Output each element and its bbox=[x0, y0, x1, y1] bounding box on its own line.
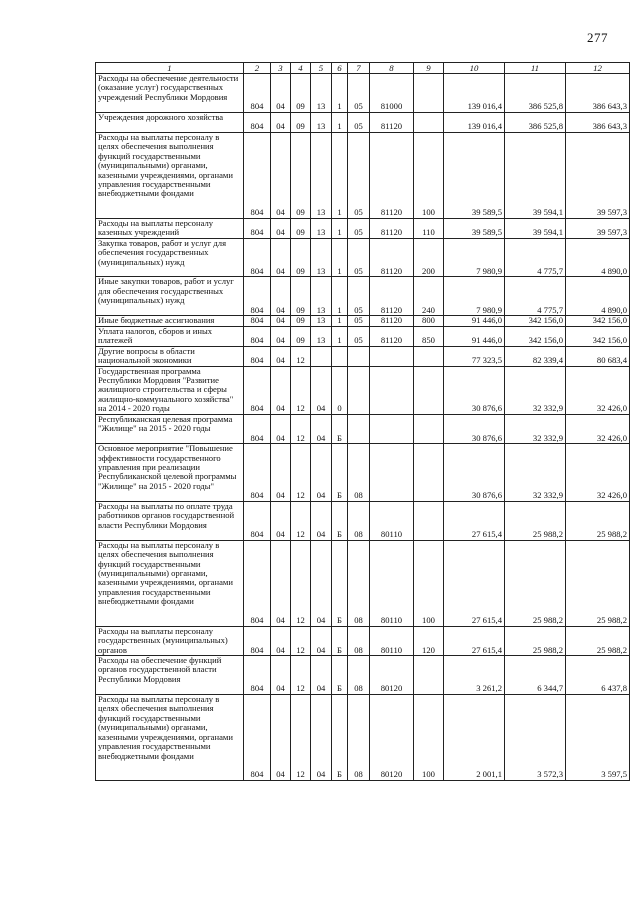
code-cell: 12 bbox=[291, 626, 311, 655]
code-cell: 08 bbox=[348, 501, 370, 540]
amount-cell: 342 156,0 bbox=[566, 316, 630, 326]
amount-cell: 139 016,4 bbox=[444, 112, 505, 132]
amount-cell: 4 775,7 bbox=[505, 277, 566, 316]
code-cell bbox=[370, 366, 414, 414]
table-row bbox=[96, 316, 630, 326]
code-cell: 09 bbox=[291, 326, 311, 346]
row-name-cell: Республиканская целевая программа "Жилище" на 2015 - 2020 годы bbox=[96, 414, 244, 443]
amount-cell: 30 876,6 bbox=[444, 366, 505, 414]
amount-cell: 27 615,4 bbox=[444, 626, 505, 655]
code-cell: 13 bbox=[311, 218, 332, 238]
amount-cell: 32 426,0 bbox=[566, 414, 630, 443]
table-row bbox=[96, 444, 630, 502]
amount-cell: 25 988,2 bbox=[566, 540, 630, 626]
row-name-cell: Расходы на выплаты персоналу в целях обеспечения выполнения функций государственными (муниципальными) органами, казенными учреждениями, органами управления государственными внебюджетными фондами bbox=[96, 694, 244, 780]
amount-cell: 39 594,1 bbox=[505, 218, 566, 238]
code-cell bbox=[370, 414, 414, 443]
code-cell bbox=[348, 366, 370, 414]
row-name-cell: Другие вопросы в области национальной экономики bbox=[96, 346, 244, 366]
code-cell: 804 bbox=[244, 316, 271, 326]
code-cell: 80120 bbox=[370, 656, 414, 695]
code-cell: 12 bbox=[291, 414, 311, 443]
code-cell: Б bbox=[332, 656, 348, 695]
budget-table bbox=[95, 62, 630, 781]
code-cell: 804 bbox=[244, 656, 271, 695]
code-cell: 09 bbox=[291, 74, 311, 113]
code-cell: 04 bbox=[271, 366, 291, 414]
code-cell: 04 bbox=[271, 346, 291, 366]
amount-cell: 39 589,5 bbox=[444, 132, 505, 218]
amount-cell: 6 344,7 bbox=[505, 656, 566, 695]
amount-cell: 39 594,1 bbox=[505, 132, 566, 218]
code-cell: 1 bbox=[332, 316, 348, 326]
amount-cell: 3 572,3 bbox=[505, 694, 566, 780]
code-cell: 81120 bbox=[370, 277, 414, 316]
amount-cell: 3 597,5 bbox=[566, 694, 630, 780]
amount-cell: 4 775,7 bbox=[505, 238, 566, 277]
code-cell: 04 bbox=[271, 112, 291, 132]
code-cell: 81120 bbox=[370, 238, 414, 277]
code-cell: 80120 bbox=[370, 694, 414, 780]
amount-cell: 4 890,0 bbox=[566, 277, 630, 316]
code-cell: 80110 bbox=[370, 501, 414, 540]
code-cell: 804 bbox=[244, 74, 271, 113]
code-cell: 100 bbox=[414, 132, 444, 218]
code-cell: 800 bbox=[414, 316, 444, 326]
code-cell: 09 bbox=[291, 112, 311, 132]
code-cell: 04 bbox=[271, 414, 291, 443]
amount-cell: 386 525,8 bbox=[505, 74, 566, 113]
amount-cell: 91 446,0 bbox=[444, 316, 505, 326]
table-row bbox=[96, 74, 630, 113]
code-cell: 04 bbox=[311, 414, 332, 443]
amount-cell: 80 683,4 bbox=[566, 346, 630, 366]
code-cell: 09 bbox=[291, 277, 311, 316]
amount-cell: 342 156,0 bbox=[566, 326, 630, 346]
table-row bbox=[96, 540, 630, 626]
code-cell: 804 bbox=[244, 414, 271, 443]
table-row bbox=[96, 277, 630, 316]
amount-cell: 342 156,0 bbox=[505, 326, 566, 346]
code-cell: 12 bbox=[291, 540, 311, 626]
amount-cell: 25 988,2 bbox=[505, 540, 566, 626]
code-cell: 200 bbox=[414, 238, 444, 277]
code-cell: 04 bbox=[271, 540, 291, 626]
code-cell: 1 bbox=[332, 112, 348, 132]
amount-cell: 4 890,0 bbox=[566, 238, 630, 277]
column-header: 1 bbox=[96, 63, 244, 74]
code-cell: 13 bbox=[311, 316, 332, 326]
code-cell: 09 bbox=[291, 238, 311, 277]
row-name-cell: Иные закупки товаров, работ и услуг для обеспечения государственных (муниципальных) нужд bbox=[96, 277, 244, 316]
code-cell: 1 bbox=[332, 326, 348, 346]
code-cell: 120 bbox=[414, 626, 444, 655]
column-header: 3 bbox=[271, 63, 291, 74]
code-cell: 804 bbox=[244, 444, 271, 502]
column-header: 6 bbox=[332, 63, 348, 74]
code-cell: 05 bbox=[348, 277, 370, 316]
code-cell: 804 bbox=[244, 540, 271, 626]
code-cell: Б bbox=[332, 444, 348, 502]
code-cell: 04 bbox=[271, 238, 291, 277]
code-cell: 13 bbox=[311, 112, 332, 132]
amount-cell: 139 016,4 bbox=[444, 74, 505, 113]
code-cell: 05 bbox=[348, 112, 370, 132]
amount-cell: 386 643,3 bbox=[566, 112, 630, 132]
code-cell: 0 bbox=[332, 366, 348, 414]
table-row bbox=[96, 366, 630, 414]
code-cell: 08 bbox=[348, 656, 370, 695]
code-cell: 05 bbox=[348, 74, 370, 113]
code-cell: 804 bbox=[244, 501, 271, 540]
table-row bbox=[96, 626, 630, 655]
code-cell: 04 bbox=[271, 132, 291, 218]
code-cell: 81120 bbox=[370, 112, 414, 132]
table-row bbox=[96, 346, 630, 366]
column-header: 8 bbox=[370, 63, 414, 74]
column-header: 11 bbox=[505, 63, 566, 74]
code-cell: 804 bbox=[244, 326, 271, 346]
amount-cell: 3 261,2 bbox=[444, 656, 505, 695]
code-cell: Б bbox=[332, 414, 348, 443]
code-cell: 04 bbox=[271, 656, 291, 695]
code-cell: 1 bbox=[332, 277, 348, 316]
code-cell: 804 bbox=[244, 132, 271, 218]
code-cell: 804 bbox=[244, 366, 271, 414]
row-name-cell: Закупка товаров, работ и услуг для обеспечения государственных (муниципальных) нужд bbox=[96, 238, 244, 277]
amount-cell: 27 615,4 bbox=[444, 501, 505, 540]
row-name-cell: Расходы на выплаты персоналу в целях обеспечения выполнения функций государственными (муниципальными) органами, казенными учреждениями, органами управления государственными внебюджетными фондами bbox=[96, 540, 244, 626]
amount-cell: 32 332,9 bbox=[505, 414, 566, 443]
code-cell: 04 bbox=[271, 218, 291, 238]
page-number: 277 bbox=[587, 30, 608, 45]
code-cell: 04 bbox=[311, 366, 332, 414]
code-cell: 13 bbox=[311, 326, 332, 346]
code-cell: 04 bbox=[271, 626, 291, 655]
code-cell: 05 bbox=[348, 238, 370, 277]
code-cell: 08 bbox=[348, 626, 370, 655]
row-name-cell: Уплата налогов, сборов и иных платежей bbox=[96, 326, 244, 346]
table-row bbox=[96, 414, 630, 443]
code-cell: 1 bbox=[332, 132, 348, 218]
code-cell: 804 bbox=[244, 238, 271, 277]
code-cell: 804 bbox=[244, 112, 271, 132]
code-cell bbox=[414, 74, 444, 113]
amount-cell: 7 980,9 bbox=[444, 277, 505, 316]
code-cell bbox=[414, 346, 444, 366]
code-cell bbox=[414, 112, 444, 132]
code-cell: 13 bbox=[311, 132, 332, 218]
column-header: 12 bbox=[566, 63, 630, 74]
code-cell: 81120 bbox=[370, 132, 414, 218]
code-cell bbox=[370, 444, 414, 502]
amount-cell: 91 446,0 bbox=[444, 326, 505, 346]
amount-cell: 27 615,4 bbox=[444, 540, 505, 626]
code-cell: 09 bbox=[291, 316, 311, 326]
amount-cell: 32 332,9 bbox=[505, 366, 566, 414]
amount-cell: 25 988,2 bbox=[505, 501, 566, 540]
code-cell: 05 bbox=[348, 316, 370, 326]
code-cell: 80110 bbox=[370, 626, 414, 655]
code-cell: 100 bbox=[414, 540, 444, 626]
code-cell: 110 bbox=[414, 218, 444, 238]
amount-cell: 39 589,5 bbox=[444, 218, 505, 238]
code-cell: 08 bbox=[348, 694, 370, 780]
code-cell bbox=[414, 414, 444, 443]
code-cell bbox=[414, 366, 444, 414]
amount-cell: 2 001,1 bbox=[444, 694, 505, 780]
code-cell: 13 bbox=[311, 277, 332, 316]
table-body bbox=[96, 74, 630, 781]
amount-cell: 25 988,2 bbox=[566, 501, 630, 540]
row-name-cell: Расходы на выплаты персоналу в целях обеспечения выполнения функций государственными (муниципальными) органами, казенными учреждениями, органами управления государственными внебюджетными фондами bbox=[96, 132, 244, 218]
code-cell: 81000 bbox=[370, 74, 414, 113]
code-cell: 1 bbox=[332, 238, 348, 277]
row-name-cell: Расходы на выплаты персоналу казенных учреждений bbox=[96, 218, 244, 238]
code-cell: 04 bbox=[311, 626, 332, 655]
code-cell: 100 bbox=[414, 694, 444, 780]
amount-cell: 32 332,9 bbox=[505, 444, 566, 502]
code-cell: 13 bbox=[311, 74, 332, 113]
code-cell bbox=[414, 656, 444, 695]
code-cell: 12 bbox=[291, 501, 311, 540]
code-cell: 04 bbox=[271, 444, 291, 502]
amount-cell: 77 323,5 bbox=[444, 346, 505, 366]
amount-cell: 386 525,8 bbox=[505, 112, 566, 132]
table-row bbox=[96, 218, 630, 238]
column-header: 4 bbox=[291, 63, 311, 74]
row-name-cell: Иные бюджетные ассигнования bbox=[96, 316, 244, 326]
amount-cell: 39 597,3 bbox=[566, 218, 630, 238]
column-header: 10 bbox=[444, 63, 505, 74]
column-header: 5 bbox=[311, 63, 332, 74]
code-cell: 804 bbox=[244, 277, 271, 316]
code-cell: Б bbox=[332, 694, 348, 780]
table-row bbox=[96, 112, 630, 132]
code-cell bbox=[311, 346, 332, 366]
amount-cell: 386 643,3 bbox=[566, 74, 630, 113]
column-header: 7 bbox=[348, 63, 370, 74]
code-cell: 04 bbox=[271, 501, 291, 540]
code-cell: 04 bbox=[311, 540, 332, 626]
code-cell: 804 bbox=[244, 694, 271, 780]
code-cell: 05 bbox=[348, 218, 370, 238]
amount-cell: 32 426,0 bbox=[566, 444, 630, 502]
code-cell: 81120 bbox=[370, 316, 414, 326]
table-row bbox=[96, 656, 630, 695]
row-name-cell: Расходы на обеспечение деятельности (оказание услуг) государственных учреждений Республики Мордовия bbox=[96, 74, 244, 113]
code-cell: 804 bbox=[244, 218, 271, 238]
amount-cell: 32 426,0 bbox=[566, 366, 630, 414]
code-cell bbox=[348, 346, 370, 366]
code-cell: 04 bbox=[271, 694, 291, 780]
amount-cell: 82 339,4 bbox=[505, 346, 566, 366]
row-name-cell: Учреждения дорожного хозяйства bbox=[96, 112, 244, 132]
code-cell: 04 bbox=[271, 74, 291, 113]
code-cell bbox=[348, 414, 370, 443]
code-cell: Б bbox=[332, 501, 348, 540]
code-cell: 804 bbox=[244, 346, 271, 366]
code-cell bbox=[332, 346, 348, 366]
code-cell: 12 bbox=[291, 656, 311, 695]
code-cell: 13 bbox=[311, 238, 332, 277]
amount-cell: 39 597,3 bbox=[566, 132, 630, 218]
column-header: 9 bbox=[414, 63, 444, 74]
table-row bbox=[96, 501, 630, 540]
code-cell: 04 bbox=[271, 316, 291, 326]
code-cell: Б bbox=[332, 540, 348, 626]
code-cell: 04 bbox=[311, 694, 332, 780]
code-cell: Б bbox=[332, 626, 348, 655]
row-name-cell: Основное мероприятие "Повышение эффективности государственного управления при реализации Республиканской целевой программы "Жилище" на 2015 - 2020 годы" bbox=[96, 444, 244, 502]
row-name-cell: Государственная программа Республики Мордовия "Развитие жилищного строительства и сферы жилищно-коммунального хозяйства" на 2014 - 2020 годы bbox=[96, 366, 244, 414]
amount-cell: 342 156,0 bbox=[505, 316, 566, 326]
code-cell: 04 bbox=[311, 444, 332, 502]
code-cell: 05 bbox=[348, 326, 370, 346]
row-name-cell: Расходы на обеспечение функций органов государственной власти Республики Мордовия bbox=[96, 656, 244, 695]
code-cell: 80110 bbox=[370, 540, 414, 626]
amount-cell: 6 437,8 bbox=[566, 656, 630, 695]
code-cell: 04 bbox=[271, 326, 291, 346]
code-cell: 04 bbox=[311, 501, 332, 540]
code-cell: 1 bbox=[332, 218, 348, 238]
code-cell: 08 bbox=[348, 540, 370, 626]
amount-cell: 25 988,2 bbox=[505, 626, 566, 655]
table-row bbox=[96, 326, 630, 346]
code-cell bbox=[370, 346, 414, 366]
row-name-cell: Расходы на выплаты по оплате труда работников органов государственной власти Республики Мордовия bbox=[96, 501, 244, 540]
amount-cell: 25 988,2 bbox=[566, 626, 630, 655]
column-header: 2 bbox=[244, 63, 271, 74]
table-row bbox=[96, 238, 630, 277]
code-cell bbox=[414, 501, 444, 540]
code-cell: 1 bbox=[332, 74, 348, 113]
row-name-cell: Расходы на выплаты персоналу государственных (муниципальных) органов bbox=[96, 626, 244, 655]
amount-cell: 30 876,6 bbox=[444, 414, 505, 443]
code-cell: 81120 bbox=[370, 326, 414, 346]
code-cell: 09 bbox=[291, 218, 311, 238]
amount-cell: 30 876,6 bbox=[444, 444, 505, 502]
table-row bbox=[96, 132, 630, 218]
code-cell: 12 bbox=[291, 694, 311, 780]
table-row bbox=[96, 694, 630, 780]
code-cell bbox=[414, 444, 444, 502]
code-cell: 08 bbox=[348, 444, 370, 502]
code-cell: 12 bbox=[291, 346, 311, 366]
code-cell: 05 bbox=[348, 132, 370, 218]
code-cell: 81120 bbox=[370, 218, 414, 238]
code-cell: 12 bbox=[291, 444, 311, 502]
code-cell: 850 bbox=[414, 326, 444, 346]
code-cell: 240 bbox=[414, 277, 444, 316]
code-cell: 804 bbox=[244, 626, 271, 655]
code-cell: 04 bbox=[311, 656, 332, 695]
code-cell: 09 bbox=[291, 132, 311, 218]
amount-cell: 7 980,9 bbox=[444, 238, 505, 277]
table-header-row bbox=[96, 63, 630, 74]
code-cell: 04 bbox=[271, 277, 291, 316]
code-cell: 12 bbox=[291, 366, 311, 414]
